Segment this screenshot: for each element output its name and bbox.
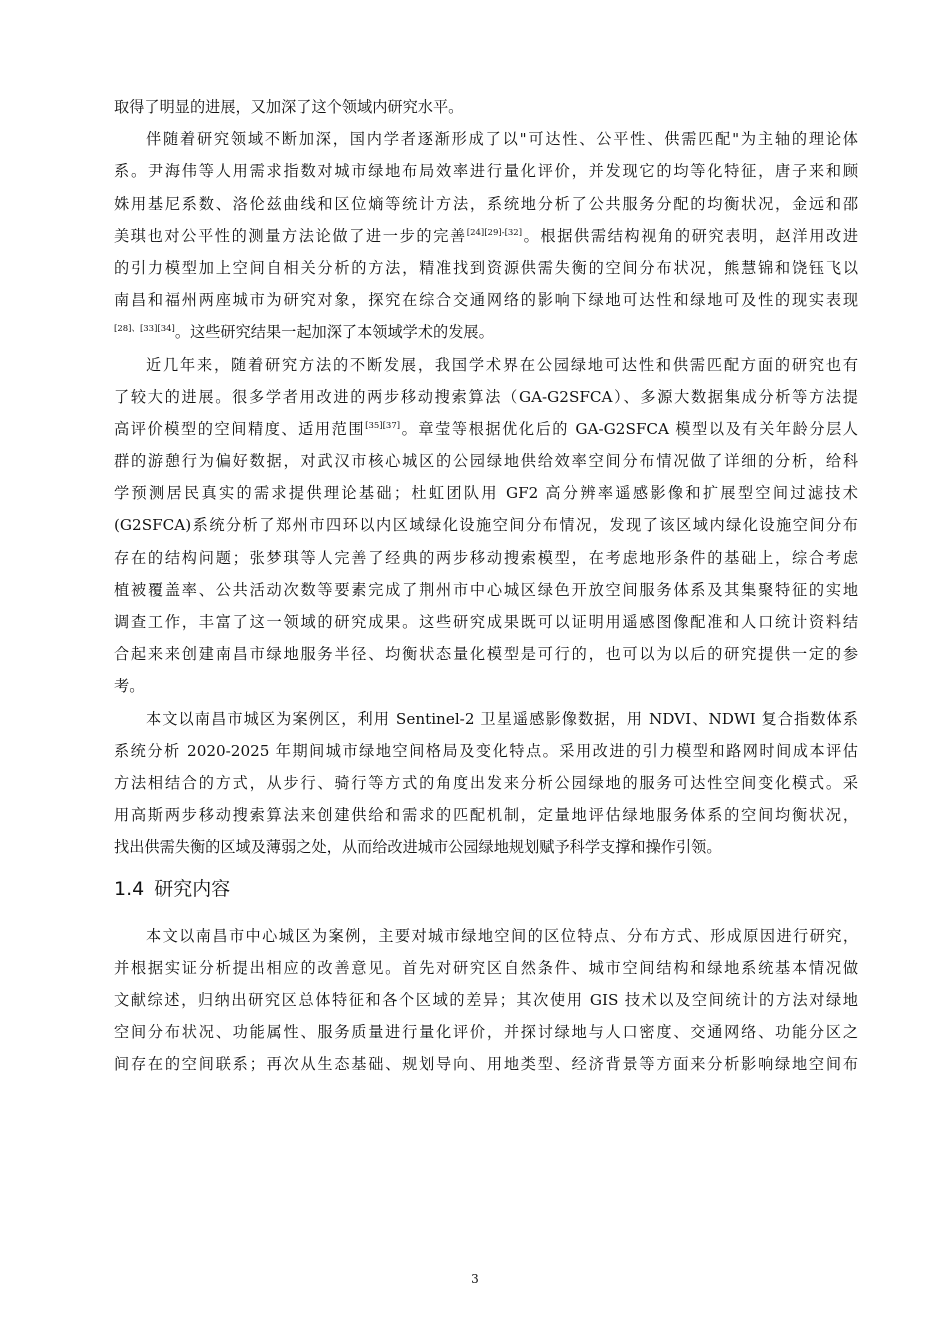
text-line: 植被覆盖率、公共活动次数等要素完成了荆州市中心城区绿色开放空间服务体系及其集聚特征的实地 <box>114 580 858 599</box>
section-heading <box>114 862 858 916</box>
text-line: 本文以南昌市中心城区为案例，主要对城市绿地空间的区位特点、分布方式、形成原因进行研究， <box>146 926 858 945</box>
text-line: 南昌和福州两座城市为研究对象，探究在综合交通网络的影响下绿地可达性和绿地可及性的现实表现 <box>114 291 858 310</box>
paragraph <box>114 349 858 703</box>
text-line: 用高斯两步移动搜索算法来创建供给和需求的匹配机制，定量地评估绿地服务体系的空间均衡状况， <box>114 806 858 825</box>
text-line: 系统分析 2020-2025 年期间城市绿地空间格局及变化特点。采用改进的引力模型和路网时间成本评估 <box>114 741 858 760</box>
text-line: 空间分布状况、功能属性、服务质量进行量化评价，并探讨绿地与人口密度、交通网络、功能分区之 <box>114 1023 858 1042</box>
text-line: 系。尹海伟等人用需求指数对城市绿地布局效率进行量化评价，并发现它的均等化特征，唐子来和顾 <box>114 162 858 181</box>
text-line: 的引力模型加上空间自相关分析的方法，精准找到资源供需失衡的空间分布状况，熊慧锦和饶钰飞以 <box>114 258 858 277</box>
text-line: 伴随着研究领域不断加深，国内学者逐渐形成了以"可达性、公平性、供需匹配"为主轴的理论体 <box>146 130 858 149</box>
text-segment: 。根据供需结构视角的研究表明，赵洋用改进 <box>522 226 859 245</box>
text-line: 文献综述，归纳出研究区总体特征和各个区域的差异；其次使用 GIS 技术以及空间统计的方法对绿地 <box>114 990 858 1009</box>
text-line: 了较大的进展。很多学者用改进的两步移动搜索算法（GA-G2SFCA）、多源大数据集成分析等方法提 <box>114 387 858 406</box>
citation: [35][37] <box>365 420 401 431</box>
text-line <box>114 316 858 348</box>
text-line: 方法相结合的方式，从步行、骑行等方式的角度出发来分析公园绿地的服务可达性空间变化模式。采 <box>114 773 858 792</box>
text-line: 调查工作，丰富了这一领域的研究成果。这些研究成果既可以证明用遥感图像配准和人口统计资料结 <box>114 613 858 631</box>
text-segment: 。章莹等根据优化后的 GA-G2SFCA 模型以及有关年龄分层人 <box>400 419 858 438</box>
section-number: 1.4 <box>114 877 145 900</box>
page-number: 3 <box>471 1272 479 1286</box>
text-line: (G2SFCA)系统分析了郑州市四环以内区域绿化设施空间分布情况，发现了该区域内绿化设施空间分布 <box>114 516 858 535</box>
paragraph <box>114 920 858 1081</box>
text-line: 间存在的空间联系；再次从生态基础、规划导向、用地类型、经济背景等方面来分析影响绿地空间布 <box>114 1055 858 1074</box>
text-line: 近几年来，随着研究方法的不断发展，我国学术界在公园绿地可达性和供需匹配方面的研究也有 <box>146 355 858 374</box>
text-line: 合起来来创建南昌市绿地服务半径、均衡状态量化模型是可行的，也可以为以后的研究提供一定的参 <box>114 645 858 664</box>
text-line: 找出供需失衡的区域及薄弱之处，从而给改进城市公园绿地规划赋予科学支撑和操作引领。 <box>114 838 722 857</box>
text-line: 考。 <box>114 677 145 696</box>
text-line: 存在的结构问题；张梦琪等人完善了经典的两步移动搜索模型，在考虑地形条件的基础上，综合考虑 <box>114 548 858 567</box>
citation: [24][29]-[32] <box>466 227 523 238</box>
text-line <box>114 220 858 252</box>
text-line: 取得了明显的进展，又加深了这个领域内研究水平。 <box>114 98 464 116</box>
paragraph <box>114 91 858 123</box>
text-line: 本文以南昌市城区为案例区，利用 Sentinel-2 卫星遥感影像数据，用 NDVI、NDWI 复合指数体系 <box>146 709 858 728</box>
text-line: 学预测居民真实的需求提供理论基础；杜虹团队用 GF2 高分辨率遥感影像和扩展型空间过滤技术 <box>114 484 858 503</box>
text-line <box>114 413 858 445</box>
paragraph <box>114 703 858 864</box>
citation: [28]、[33][34] <box>114 324 175 335</box>
text-segment: 高评价模型的空间精度、适用范围 <box>114 419 366 438</box>
text-line: 姝用基尼系数、洛伦兹曲线和区位熵等统计方法，系统地分析了公共服务分配的均衡状况，金远和邵 <box>114 194 858 213</box>
text-segment: 美琪也对公平性的测量方法论做了进一步的完善 <box>114 226 467 245</box>
page-content <box>114 91 858 1080</box>
text-segment: 。这些研究结果一起加深了本领域学术的发展。 <box>174 323 494 342</box>
text-line: 并根据实证分析提出相应的改善意见。首先对研究区自然条件、城市空间结构和绿地系统基本情况做 <box>114 958 858 977</box>
paragraph <box>114 123 858 348</box>
text-line: 群的游憩行为偏好数据，对武汉市核心城区的公园绿地供给效率空间分布情况做了详细的分析，给科 <box>114 452 858 471</box>
section-title: 研究内容 <box>154 877 231 900</box>
